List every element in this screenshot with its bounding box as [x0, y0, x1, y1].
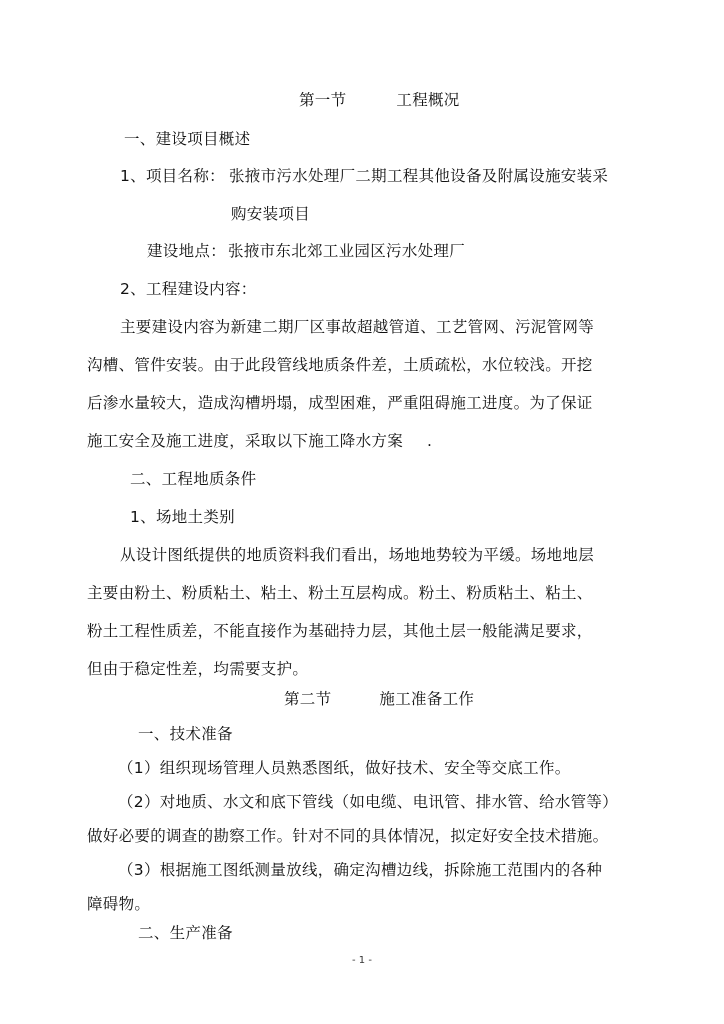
heading-production-prep: 二、生产准备	[138, 924, 233, 942]
prep-line: 做好必要的调查的勘察工作。针对不同的具体情况，拟定好安全技术措施。	[87, 827, 609, 845]
para1-line: 主要建设内容为新建二期厂区事故超越管道、工艺管网、污泥管网等	[120, 318, 595, 336]
prep-line: （2）对地质、水文和底下管线（如电缆、电讯管、排水管、给水管等）	[118, 793, 618, 811]
prep-line: （1）组织现场管理人员熟悉图纸，做好技术、安全等交底工作。	[118, 759, 571, 777]
section2-label: 第二节	[284, 690, 332, 708]
para2-line: 主要由粉土、粉质粘土、粘土、粉土互层构成。粉土、粉质粘土、粘土、	[87, 584, 593, 602]
section1-heading	[299, 90, 460, 110]
para1-end-mark: .	[427, 432, 433, 450]
para1-line: 沟槽、管件安装。由于此段管线地质条件差，土质疏松，水位较浅。开挖	[87, 356, 593, 374]
para1-line-text: 施工安全及施工进度，采取以下施工降水方案	[87, 432, 404, 450]
heading-project-overview: 一、建设项目概述	[124, 130, 251, 148]
para1-line	[87, 431, 432, 451]
page-number: - 1 -	[352, 955, 372, 966]
site-line	[147, 241, 465, 261]
project-name-label: 1、项目名称：	[120, 167, 225, 185]
project-name-value: 张掖市污水处理厂二期工程其他设备及附属设施安装采	[228, 167, 609, 185]
para2-line: 从设计图纸提供的地质资料我们看出，场地地势较为平缓。场地地层	[120, 546, 595, 564]
section1-label: 第一节	[299, 91, 347, 109]
site-label: 建设地点：	[147, 242, 227, 260]
project-name-continuation: 购安装项目	[231, 205, 311, 223]
prep-line: （3）根据施工图纸测量放线，确定沟槽边线，拆除施工范围内的各种	[118, 861, 603, 879]
section2-heading	[284, 689, 474, 709]
heading-geology: 二、工程地质条件	[130, 470, 257, 488]
heading-technical-prep: 一、技术准备	[138, 725, 233, 743]
section1-title: 工程概况	[396, 91, 460, 109]
project-name-line	[120, 166, 608, 186]
para1-line: 后渗水量较大，造成沟槽坍塌，成型困难，严重阻碍施工进度。为了保证	[87, 394, 593, 412]
para2-line: 粉土工程性质差，不能直接作为基础持力层，其他土层一般能满足要求，	[87, 622, 593, 640]
heading-soil-type: 1、场地土类别	[130, 508, 235, 526]
site-value: 张掖市东北郊工业园区污水处理厂	[228, 242, 466, 260]
construction-content-heading: 2、工程建设内容：	[120, 280, 257, 298]
para2-line: 但由于稳定性差，均需要支护。	[87, 660, 309, 678]
section2-title: 施工准备工作	[379, 690, 475, 708]
prep-line: 障碍物。	[87, 895, 151, 913]
